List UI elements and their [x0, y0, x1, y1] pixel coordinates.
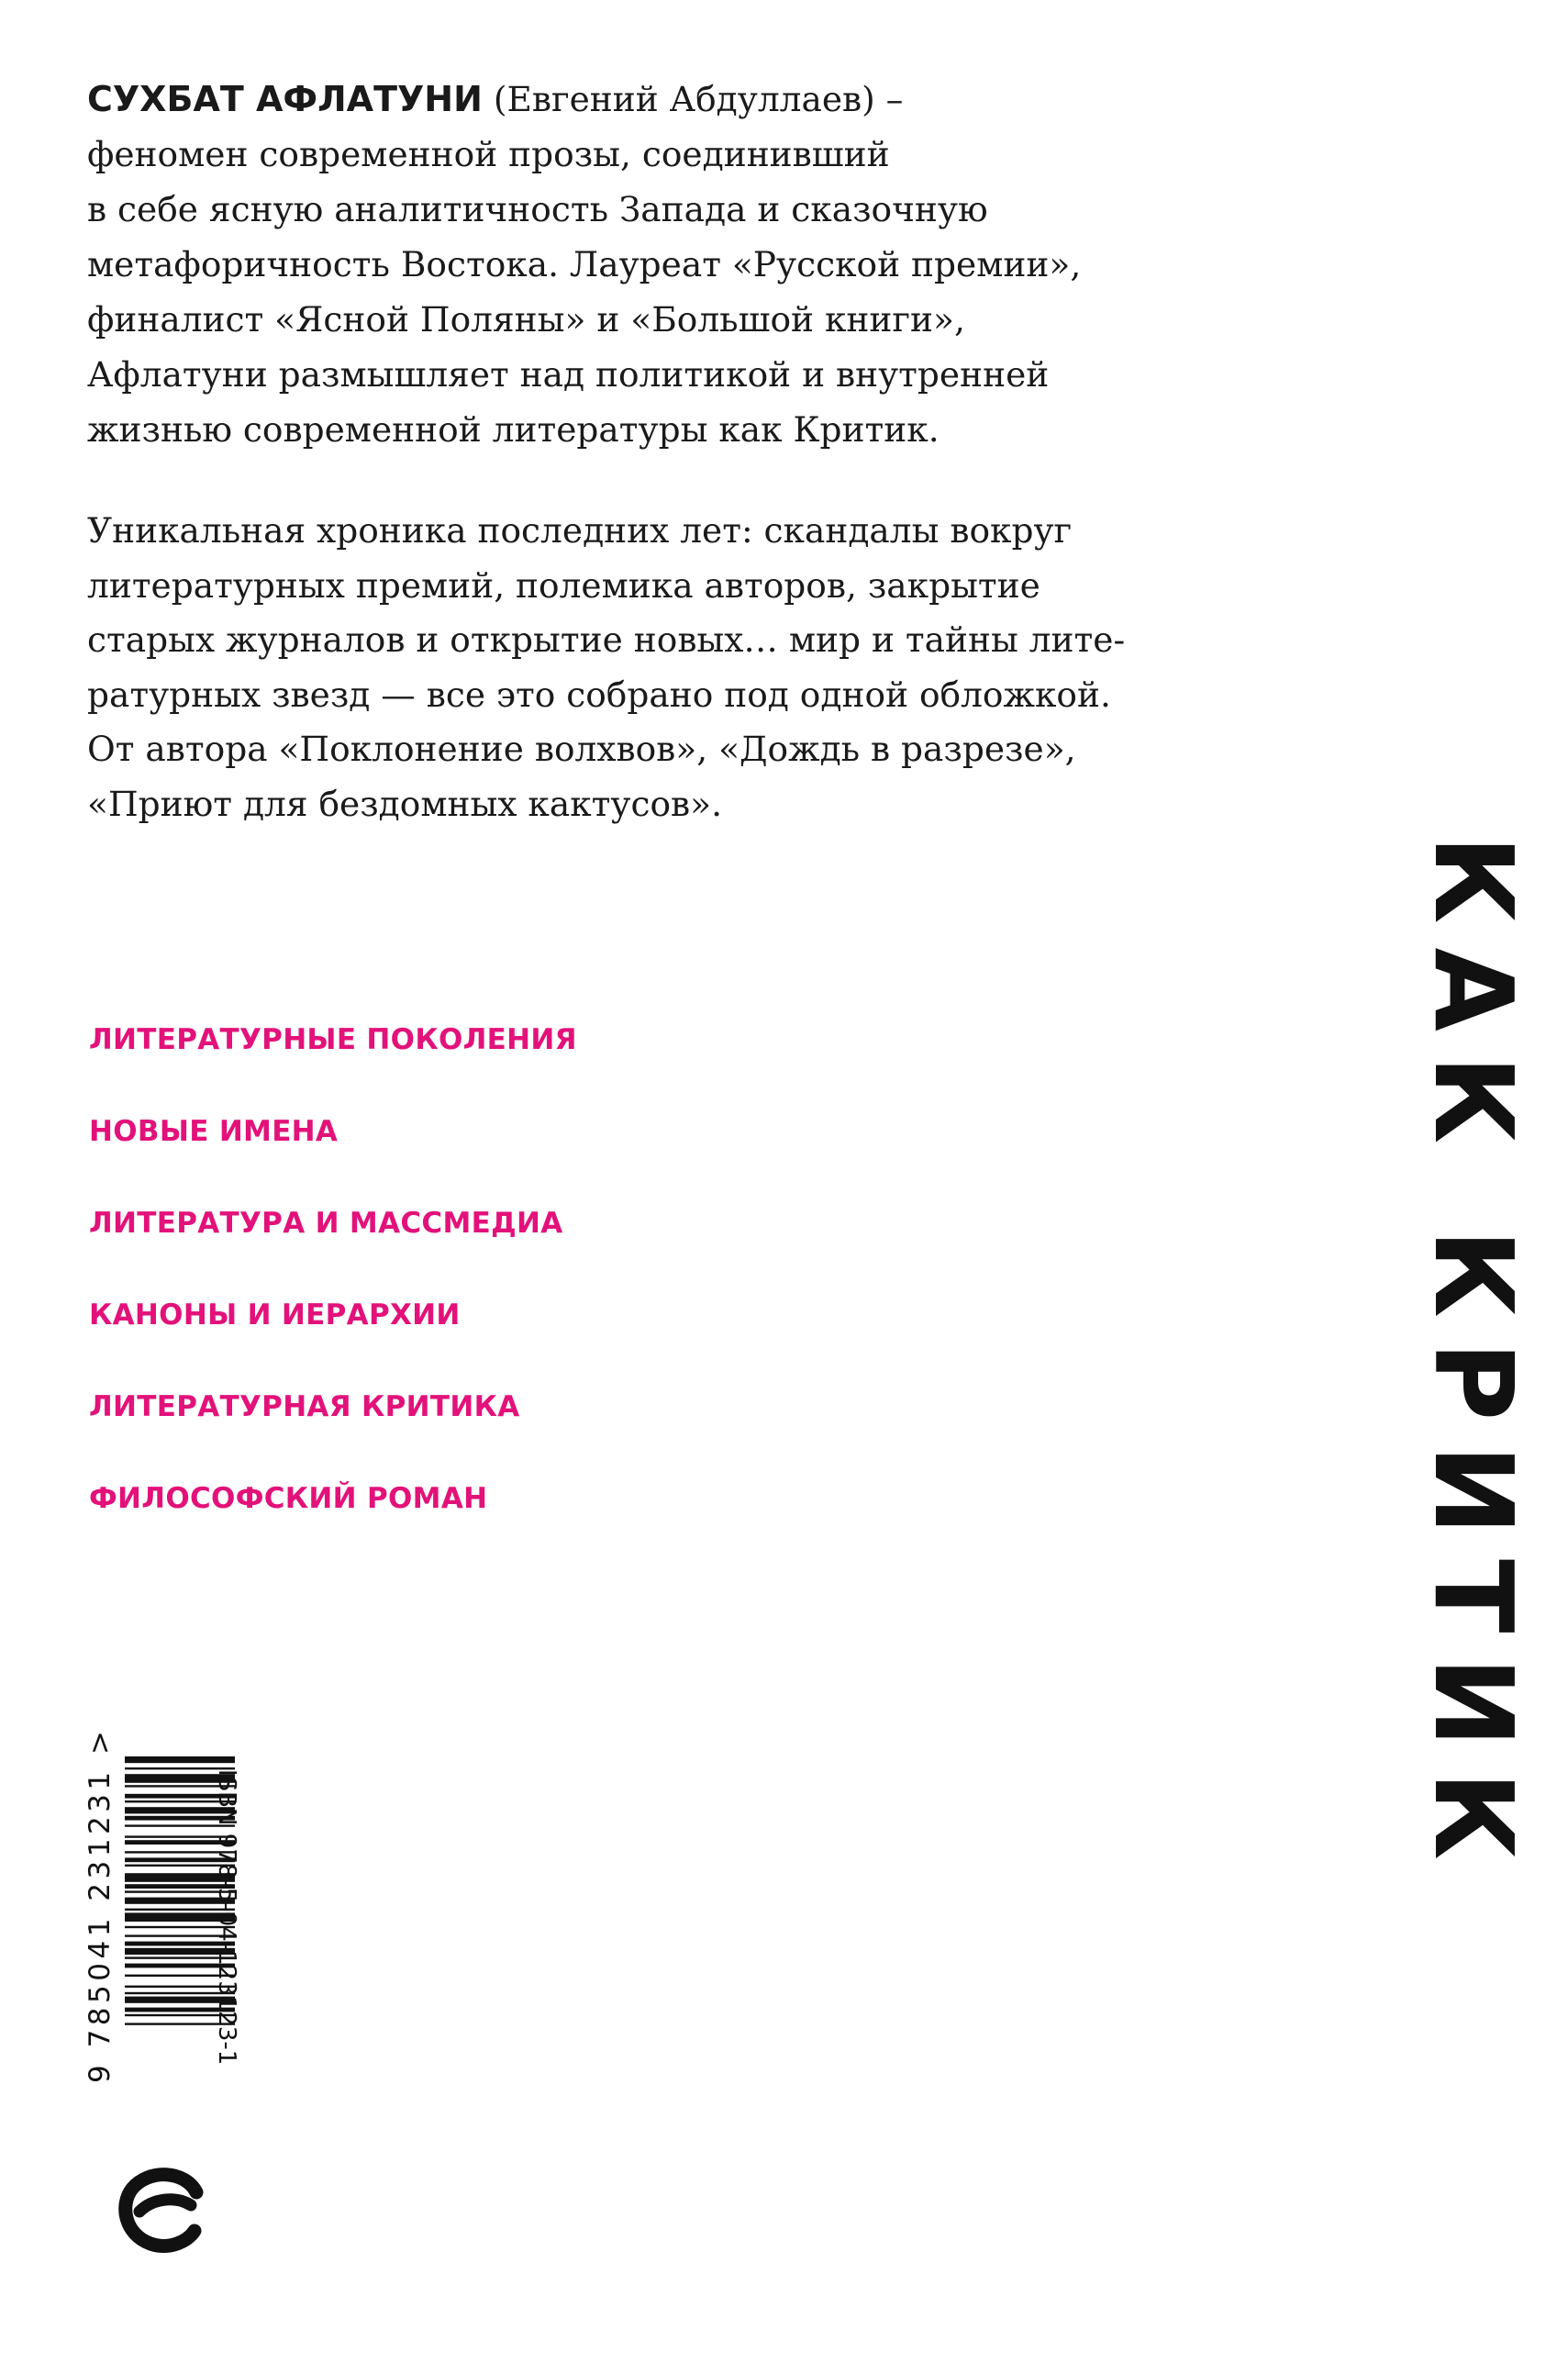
description-line: «Приют для бездомных кактусов». — [87, 783, 723, 824]
description-line: литературных премий, полемика авторов, закрытие — [87, 564, 1040, 606]
category-item: ЛИТЕРАТУРНЫЕ ПОКОЛЕНИЯ — [89, 1023, 577, 1056]
publisher-logo-icon — [112, 2161, 213, 2253]
bio-line-7: жизнью современной литературы как Критик. — [87, 409, 940, 450]
bio-line-5: финалист «Ясной Поляны» и «Большой книги», — [87, 299, 965, 340]
description-line: ратурных звезд — все это собрано под одной обложкой. — [87, 674, 1111, 715]
description-line: От автора «Поклонение волхвов», «Дождь в разрезе», — [87, 729, 1076, 769]
book-description — [87, 504, 1124, 831]
category-item: ЛИТЕРАТУРНАЯ КРИТИКА — [89, 1390, 520, 1423]
category-item: НОВЫЕ ИМЕНА — [89, 1115, 339, 1148]
category-item: ЛИТЕРАТУРА И МАССМЕДИА — [89, 1207, 563, 1240]
author-name: СУХБАТ АФЛАТУНИ — [87, 79, 483, 119]
description-line: Уникальная хроника последних лет: скандалы вокруг — [87, 510, 1073, 551]
barcode-bar — [125, 1756, 235, 1763]
bio-line-2: феномен современной прозы, соединивший — [87, 134, 890, 174]
category-item: ФИЛОСОФСКИЙ РОМАН — [89, 1482, 488, 1515]
bio-line-3: в себе ясную аналитичность Запада и сказочную — [87, 189, 988, 229]
bio-line-4: метафоричность Востока. Лауреат «Русской премии», — [87, 244, 1082, 284]
bio-line-6: Афлатуни размышляет над политикой и внутренней — [87, 354, 1050, 395]
bio-line-1 — [87, 72, 1124, 127]
spine-title: КАК КРИТИК — [1410, 835, 1537, 1884]
author-real-name: (Евгений Абдуллаев) – — [482, 79, 904, 119]
description-line: старых журналов и открытие новых… мир и тайны лите- — [87, 619, 1126, 660]
category-item: КАНОНЫ И ИЕРАРХИИ — [89, 1299, 461, 1332]
author-bio — [87, 72, 1124, 457]
category-list — [89, 1017, 577, 1567]
isbn-number: ISBN 978-5-04-123123-1 — [213, 1769, 240, 2066]
barcode-digits: 9 785041 231231 > — [83, 1726, 117, 2083]
